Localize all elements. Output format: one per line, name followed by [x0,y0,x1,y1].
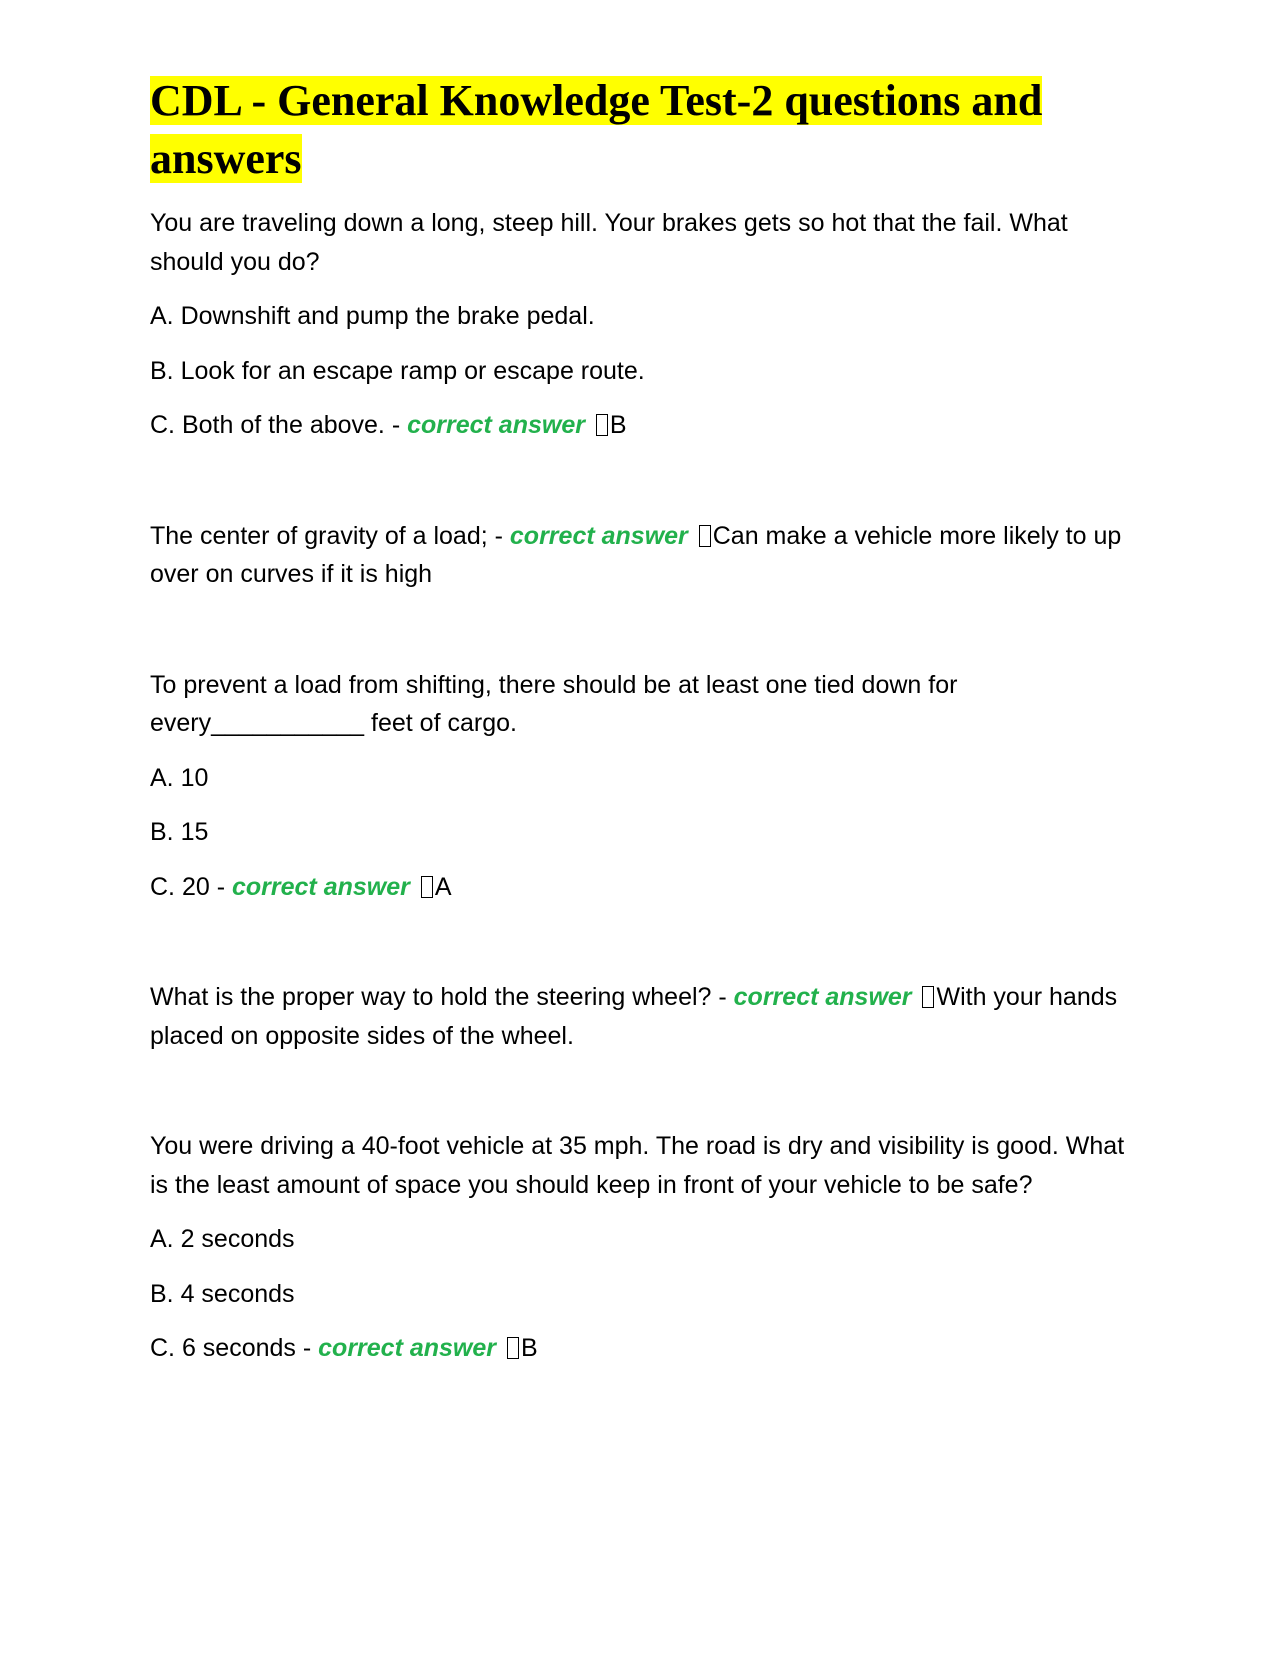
correct-answer-label: correct answer [318,1334,497,1362]
question-5: You were driving a 40-foot vehicle at 35 mph. The road is dry and visibility is good. What is the least amount of space you should keep in front of your vehicle to be safe? [150,1132,1125,1199]
option-5a: A. 2 seconds [150,1225,295,1253]
missing-glyph-icon [596,414,608,436]
document-page [150,72,1130,1384]
question-4-line [150,978,1130,1055]
option-5b: B. 4 seconds [150,1279,295,1308]
correct-answer-label: correct answer [407,411,585,439]
missing-glyph-icon [699,525,711,547]
option-1c-line [150,406,1130,445]
correct-answer-label: correct answer [509,521,688,550]
option-1c: C. Both of the above. - [150,411,408,439]
correct-answer-label: correct answer [231,872,410,901]
correct-answer-label: correct answer [733,983,912,1011]
question-2-line [150,517,1130,594]
option-1a: A. Downshift and pump the brake pedal. [150,302,595,330]
option-3c: C. 20 - [150,872,232,901]
answer-1: B [609,411,627,439]
missing-glyph-icon [507,1337,519,1359]
question-2: The center of gravity of a load; - [150,521,510,550]
answer-2: Can make a vehicle more likely to up over on curves if it is high [150,521,1122,588]
missing-glyph-icon [922,986,934,1008]
question-3: To prevent a load from shifting, there should be at least one tied down for every___________ feet of cargo. [150,670,958,737]
option-5c: C. 6 seconds - [150,1334,319,1362]
answer-4: With your hands placed on opposite sides of the wheel. [150,983,1118,1050]
option-5c-line [150,1329,1130,1368]
question-4: What is the proper way to hold the steering wheel? - [150,983,734,1011]
answer-3: A [434,872,452,901]
question-1: You are traveling down a long, steep hill. Your brakes gets so hot that the fail. What should you do? [150,209,1068,276]
document-title: CDL - General Knowledge Test-2 questions and answers [150,76,1043,183]
option-3b: B. 15 [150,818,209,846]
answer-5: B [520,1334,538,1362]
missing-glyph-icon [421,876,433,898]
option-3a: A. 10 [150,763,209,792]
option-1b: B. Look for an escape ramp or escape route. [150,356,645,385]
option-3c-line [150,868,1130,907]
